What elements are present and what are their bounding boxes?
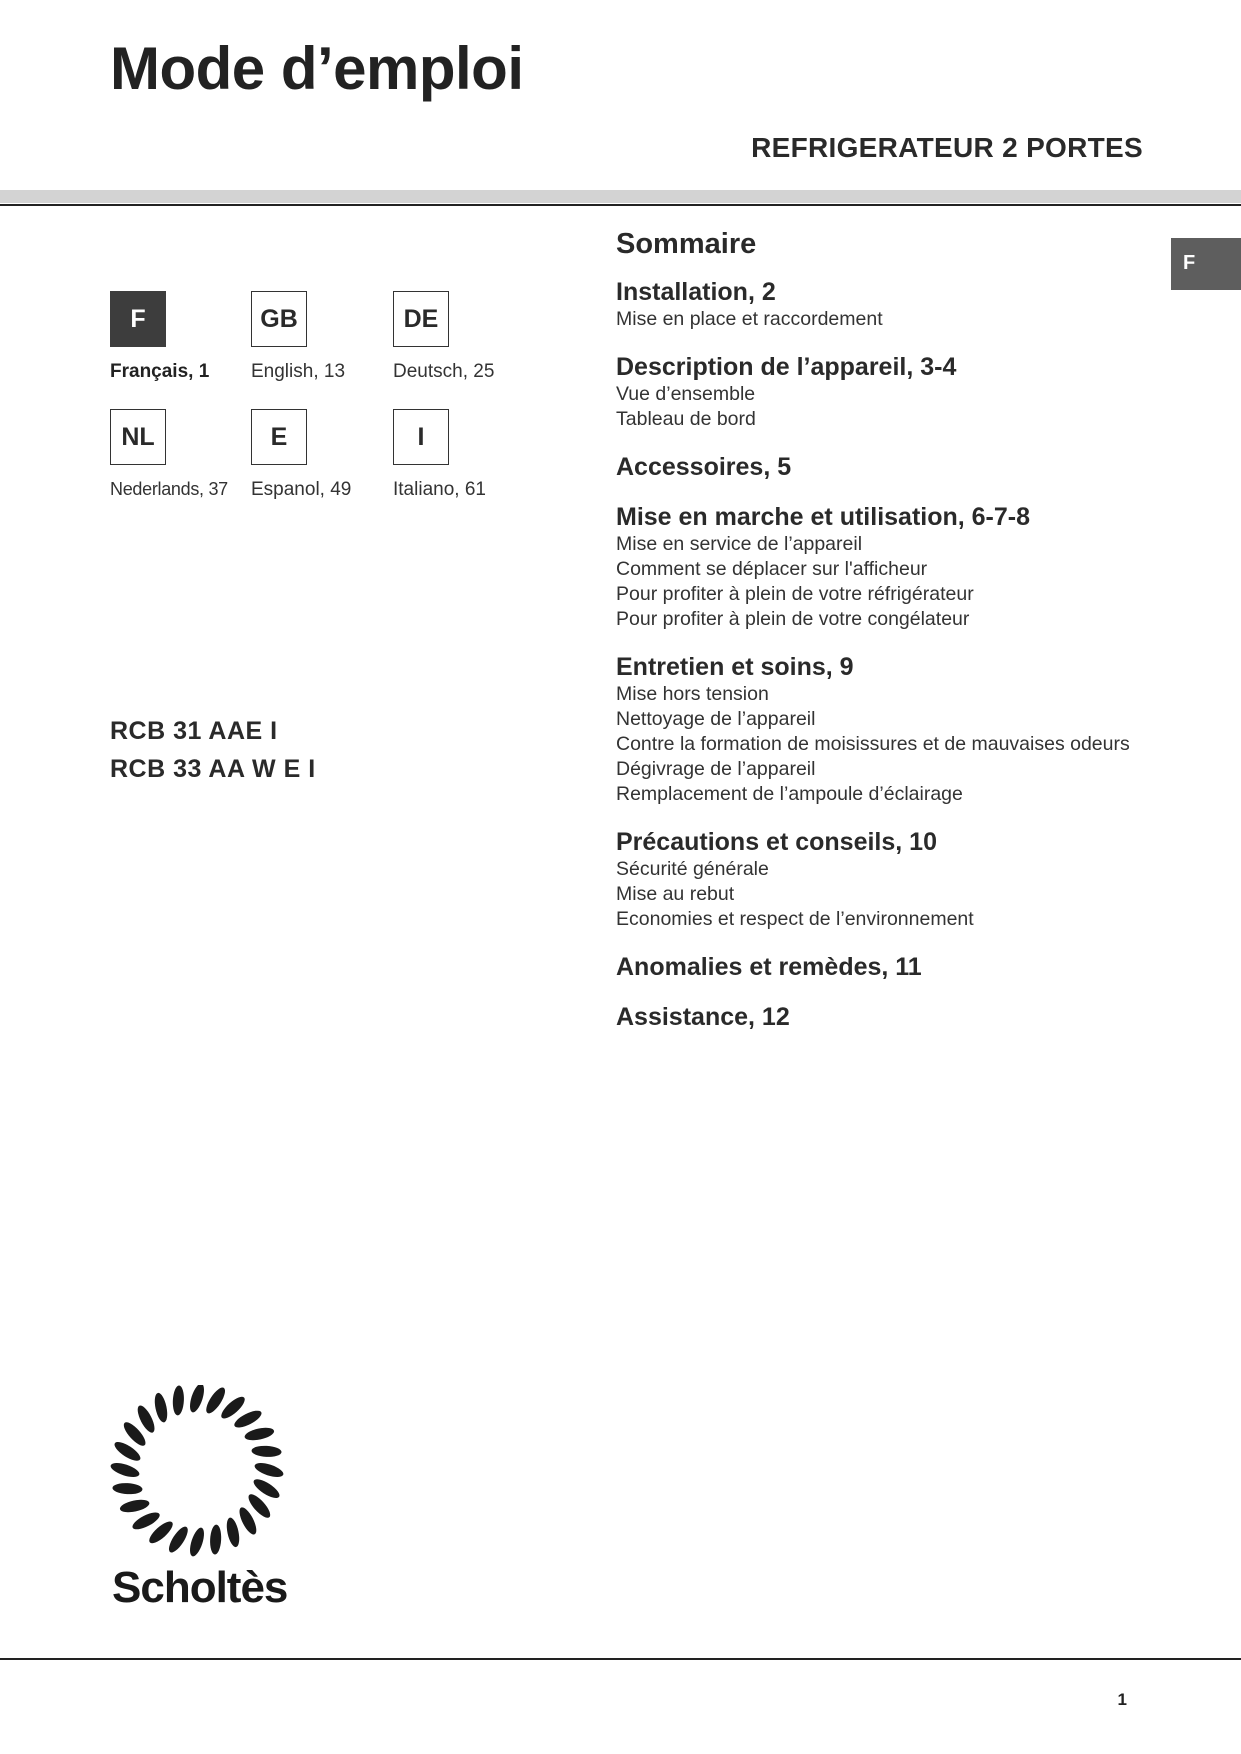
lang-label-f: Français, 1 — [110, 361, 210, 382]
lang-label-i: Italiano, 61 — [393, 479, 486, 500]
sun-ray — [112, 1482, 143, 1495]
sun-ray — [253, 1460, 285, 1480]
sun-ray — [119, 1498, 151, 1515]
toc-subitem: Pour profiter à plein de votre congélateur — [616, 608, 970, 630]
brand-logo — [110, 1385, 290, 1613]
product-type: REFRIGERATEUR 2 PORTES — [751, 132, 1143, 163]
model-number: RCB 33 AA W E I — [110, 755, 316, 783]
lang-box-f[interactable]: F — [110, 291, 166, 347]
lang-item-i[interactable] — [393, 409, 543, 501]
toc-subitem: Contre la formation de moisissures et de mauvaises odeurs — [616, 733, 1130, 755]
toc-section-title[interactable]: Mise en marche et utilisation, 6-7-8 — [616, 503, 1031, 531]
toc-subitem: Vue d’ensemble — [616, 383, 756, 405]
brand-name: Scholtès — [112, 1563, 288, 1612]
lang-label-gb: English, 13 — [251, 361, 346, 382]
toc-subitem: Mise hors tension — [616, 683, 769, 705]
toc-subitem: Sécurité générale — [616, 858, 769, 880]
table-of-contents — [616, 228, 1176, 1052]
lang-item-f[interactable] — [110, 291, 260, 383]
toc-section — [616, 452, 1176, 482]
sun-ray — [187, 1526, 207, 1558]
toc-subitem: Comment se déplacer sur l'afficheur — [616, 558, 928, 580]
lang-label-nl: Nederlands, 37 — [110, 479, 228, 499]
toc-section — [616, 1002, 1176, 1032]
toc-heading: Sommaire — [616, 228, 757, 260]
lang-box-de[interactable]: DE — [393, 291, 449, 347]
toc-section — [616, 827, 1176, 932]
lang-label-de: Deutsch, 25 — [393, 361, 495, 382]
toc-section — [616, 277, 1176, 332]
toc-section-title[interactable]: Installation, 2 — [616, 278, 776, 306]
toc-section-title[interactable]: Anomalies et remèdes, 11 — [616, 953, 922, 981]
lang-box-gb[interactable]: GB — [251, 291, 307, 347]
toc-section-title[interactable]: Précautions et conseils, 10 — [616, 828, 937, 856]
sun-ray — [244, 1426, 276, 1443]
sun-ray — [225, 1517, 242, 1549]
toc-subitem: Mise en place et raccordement — [616, 308, 883, 330]
sun-ray — [251, 1445, 282, 1458]
lang-item-e[interactable] — [251, 409, 401, 501]
toc-sections — [616, 277, 1176, 1032]
lang-box-e[interactable]: E — [251, 409, 307, 465]
toc-section-title[interactable]: Assistance, 12 — [616, 1003, 790, 1031]
page-title: Mode d’emploi — [110, 35, 524, 102]
toc-subitem: Mise en service de l’appareil — [616, 533, 863, 555]
toc-subitem: Nettoyage de l’appareil — [616, 708, 816, 730]
lang-item-de[interactable] — [393, 291, 543, 383]
toc-section — [616, 352, 1176, 432]
toc-section — [616, 952, 1176, 982]
sun-ray — [187, 1385, 207, 1414]
toc-subitem: Economies et respect de l’environnement — [616, 908, 974, 930]
header-divider — [0, 204, 1241, 206]
page-number: 1 — [1117, 1690, 1127, 1709]
lang-box-nl[interactable]: NL — [110, 409, 166, 465]
toc-subitem: Remplacement de l’ampoule d’éclairage — [616, 783, 963, 805]
toc-subitem: Mise au rebut — [616, 883, 735, 905]
toc-section — [616, 502, 1176, 632]
sun-burst-icon — [110, 1385, 290, 1560]
lang-label-e: Espanol, 49 — [251, 479, 352, 500]
toc-section-title[interactable]: Accessoires, 5 — [616, 453, 792, 481]
toc-section-title[interactable]: Entretien et soins, 9 — [616, 653, 854, 681]
lang-item-nl[interactable] — [110, 409, 260, 500]
model-list — [110, 712, 316, 788]
lang-box-i[interactable]: I — [393, 409, 449, 465]
sun-ray — [172, 1385, 185, 1416]
toc-section-title[interactable]: Description de l’appareil, 3-4 — [616, 353, 957, 381]
toc-subitem: Tableau de bord — [616, 408, 756, 430]
header-band — [0, 190, 1241, 203]
sun-ray — [110, 1460, 141, 1480]
toc-subitem: Pour profiter à plein de votre réfrigérateur — [616, 583, 974, 605]
language-side-tab: F — [1171, 238, 1241, 290]
sun-ray — [209, 1524, 222, 1555]
toc-section — [616, 652, 1176, 807]
model-number: RCB 31 AAE I — [110, 717, 278, 745]
lang-item-gb[interactable] — [251, 291, 401, 383]
toc-subitem: Dégivrage de l’appareil — [616, 758, 816, 780]
sun-ray — [153, 1392, 170, 1424]
footer-divider — [0, 1658, 1241, 1660]
